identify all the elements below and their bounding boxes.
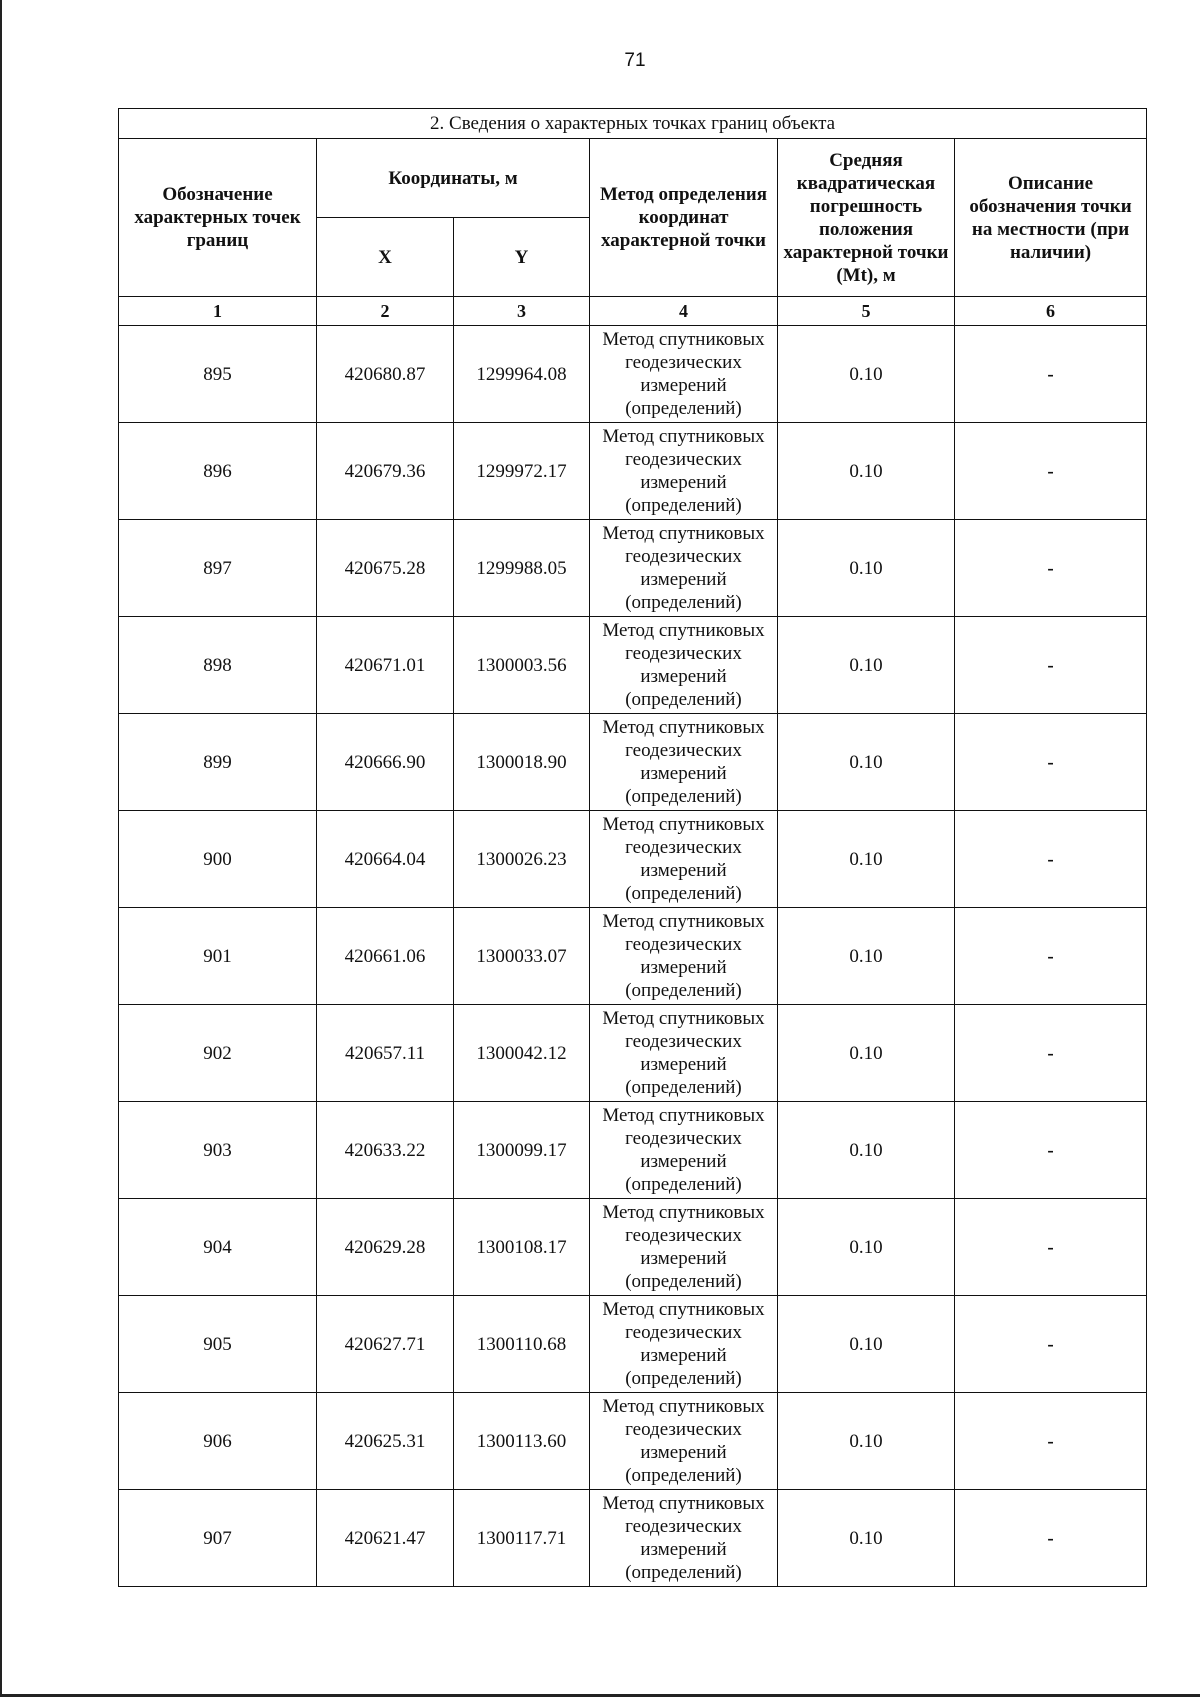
column-number-row xyxy=(119,297,1147,326)
method-cell: Метод спутниковых геодезических измерений (определений) xyxy=(590,1393,778,1490)
x-coordinate-cell: 420664.04 xyxy=(317,811,454,908)
x-coordinate-cell: 420629.28 xyxy=(317,1199,454,1296)
y-coordinate-cell: 1300117.71 xyxy=(454,1490,590,1587)
header-designation: Обозначение характерных точек границ xyxy=(119,139,317,297)
y-coordinate-cell: 1300026.23 xyxy=(454,811,590,908)
table-row xyxy=(119,714,1147,811)
y-coordinate-cell: 1300113.60 xyxy=(454,1393,590,1490)
accuracy-cell: 0.10 xyxy=(778,617,955,714)
y-coordinate-cell: 1300018.90 xyxy=(454,714,590,811)
point-designation-cell: 905 xyxy=(119,1296,317,1393)
method-cell: Метод спутниковых геодезических измерений (определений) xyxy=(590,1490,778,1587)
description-cell: - xyxy=(955,1393,1147,1490)
point-designation-cell: 904 xyxy=(119,1199,317,1296)
method-cell: Метод спутниковых геодезических измерений (определений) xyxy=(590,326,778,423)
method-cell: Метод спутниковых геодезических измерений (определений) xyxy=(590,1296,778,1393)
header-coordinates: Координаты, м xyxy=(317,139,590,218)
description-cell: - xyxy=(955,714,1147,811)
description-cell: - xyxy=(955,1005,1147,1102)
x-coordinate-cell: 420680.87 xyxy=(317,326,454,423)
description-cell: - xyxy=(955,1296,1147,1393)
method-cell: Метод спутниковых геодезических измерений (определений) xyxy=(590,811,778,908)
column-number: 6 xyxy=(955,297,1147,326)
x-coordinate-cell: 420675.28 xyxy=(317,520,454,617)
column-number: 1 xyxy=(119,297,317,326)
section-title: 2. Сведения о характерных точках границ объекта xyxy=(119,109,1147,139)
header-accuracy: Средняя квадратическая погрешность положения характерной точки (Mt), м xyxy=(778,139,955,297)
accuracy-cell: 0.10 xyxy=(778,423,955,520)
point-designation-cell: 902 xyxy=(119,1005,317,1102)
header-y: Y xyxy=(454,218,590,297)
header-method: Метод определения координат характерной точки xyxy=(590,139,778,297)
description-cell: - xyxy=(955,1102,1147,1199)
table-row xyxy=(119,1490,1147,1587)
table-row xyxy=(119,1005,1147,1102)
method-cell: Метод спутниковых геодезических измерений (определений) xyxy=(590,908,778,1005)
accuracy-cell: 0.10 xyxy=(778,1296,955,1393)
description-cell: - xyxy=(955,908,1147,1005)
point-designation-cell: 906 xyxy=(119,1393,317,1490)
accuracy-cell: 0.10 xyxy=(778,326,955,423)
accuracy-cell: 0.10 xyxy=(778,1490,955,1587)
table-row xyxy=(119,520,1147,617)
method-cell: Метод спутниковых геодезических измерений (определений) xyxy=(590,617,778,714)
method-cell: Метод спутниковых геодезических измерений (определений) xyxy=(590,1102,778,1199)
y-coordinate-cell: 1300003.56 xyxy=(454,617,590,714)
table-row xyxy=(119,1296,1147,1393)
column-number: 4 xyxy=(590,297,778,326)
x-coordinate-cell: 420671.01 xyxy=(317,617,454,714)
accuracy-cell: 0.10 xyxy=(778,1102,955,1199)
method-cell: Метод спутниковых геодезических измерений (определений) xyxy=(590,1005,778,1102)
table-row xyxy=(119,423,1147,520)
point-designation-cell: 899 xyxy=(119,714,317,811)
description-cell: - xyxy=(955,326,1147,423)
point-designation-cell: 897 xyxy=(119,520,317,617)
x-coordinate-cell: 420661.06 xyxy=(317,908,454,1005)
description-cell: - xyxy=(955,1490,1147,1587)
x-coordinate-cell: 420633.22 xyxy=(317,1102,454,1199)
point-designation-cell: 898 xyxy=(119,617,317,714)
page-number: 71 xyxy=(624,50,646,71)
accuracy-cell: 0.10 xyxy=(778,1005,955,1102)
description-cell: - xyxy=(955,811,1147,908)
y-coordinate-cell: 1300099.17 xyxy=(454,1102,590,1199)
y-coordinate-cell: 1300108.17 xyxy=(454,1199,590,1296)
x-coordinate-cell: 420621.47 xyxy=(317,1490,454,1587)
x-coordinate-cell: 420679.36 xyxy=(317,423,454,520)
table-row xyxy=(119,908,1147,1005)
table-row xyxy=(119,617,1147,714)
y-coordinate-cell: 1300110.68 xyxy=(454,1296,590,1393)
accuracy-cell: 0.10 xyxy=(778,520,955,617)
column-number: 2 xyxy=(317,297,454,326)
table-row xyxy=(119,1199,1147,1296)
point-designation-cell: 903 xyxy=(119,1102,317,1199)
accuracy-cell: 0.10 xyxy=(778,1199,955,1296)
x-coordinate-cell: 420657.11 xyxy=(317,1005,454,1102)
y-coordinate-cell: 1299964.08 xyxy=(454,326,590,423)
y-coordinate-cell: 1300033.07 xyxy=(454,908,590,1005)
y-coordinate-cell: 1299988.05 xyxy=(454,520,590,617)
x-coordinate-cell: 420625.31 xyxy=(317,1393,454,1490)
point-designation-cell: 901 xyxy=(119,908,317,1005)
table-row xyxy=(119,1393,1147,1490)
method-cell: Метод спутниковых геодезических измерений (определений) xyxy=(590,1199,778,1296)
x-coordinate-cell: 420666.90 xyxy=(317,714,454,811)
y-coordinate-cell: 1300042.12 xyxy=(454,1005,590,1102)
point-designation-cell: 900 xyxy=(119,811,317,908)
accuracy-cell: 0.10 xyxy=(778,1393,955,1490)
accuracy-cell: 0.10 xyxy=(778,714,955,811)
y-coordinate-cell: 1299972.17 xyxy=(454,423,590,520)
table-row xyxy=(119,326,1147,423)
header-description: Описание обозначения точки на местности (при наличии) xyxy=(955,139,1147,297)
point-designation-cell: 896 xyxy=(119,423,317,520)
boundary-points-table xyxy=(118,108,1147,1587)
accuracy-cell: 0.10 xyxy=(778,908,955,1005)
description-cell: - xyxy=(955,423,1147,520)
description-cell: - xyxy=(955,617,1147,714)
table-row xyxy=(119,1102,1147,1199)
method-cell: Метод спутниковых геодезических измерений (определений) xyxy=(590,714,778,811)
scan-border-left xyxy=(0,0,2,1697)
column-number: 5 xyxy=(778,297,955,326)
x-coordinate-cell: 420627.71 xyxy=(317,1296,454,1393)
point-designation-cell: 895 xyxy=(119,326,317,423)
header-x: X xyxy=(317,218,454,297)
column-number: 3 xyxy=(454,297,590,326)
accuracy-cell: 0.10 xyxy=(778,811,955,908)
table-row xyxy=(119,811,1147,908)
point-designation-cell: 907 xyxy=(119,1490,317,1587)
method-cell: Метод спутниковых геодезических измерений (определений) xyxy=(590,520,778,617)
method-cell: Метод спутниковых геодезических измерений (определений) xyxy=(590,423,778,520)
description-cell: - xyxy=(955,520,1147,617)
description-cell: - xyxy=(955,1199,1147,1296)
